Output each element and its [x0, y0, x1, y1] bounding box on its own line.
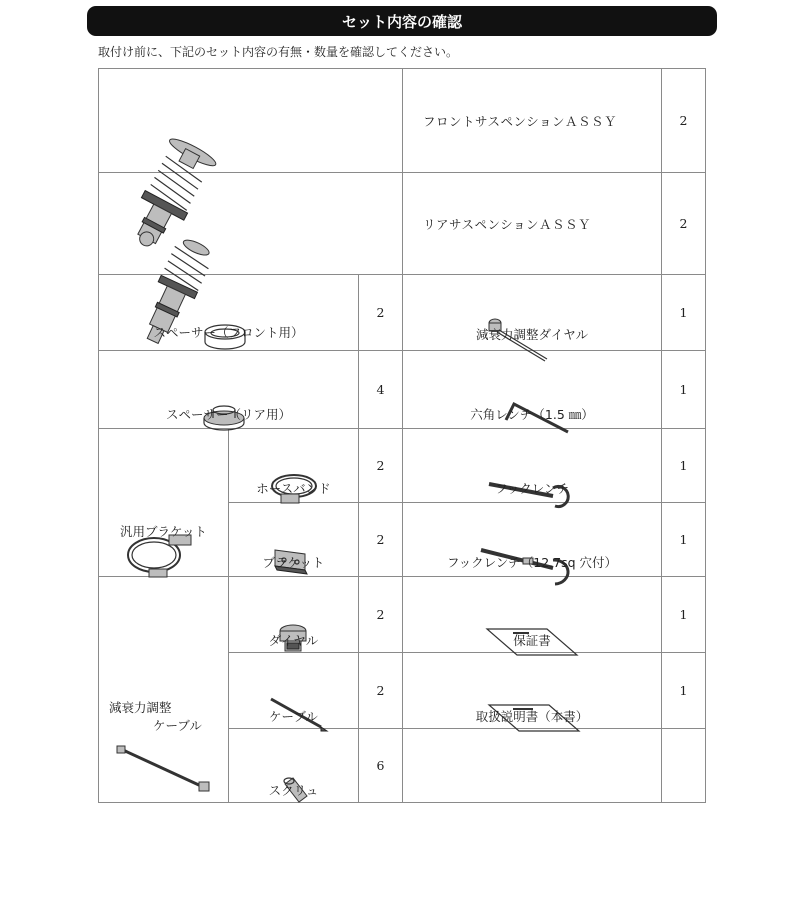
hook-wrench-qty: 1	[662, 429, 706, 503]
hex-wrench-qty: 1	[662, 351, 706, 429]
screw-qty: 6	[359, 729, 403, 803]
warranty-cell	[403, 577, 662, 653]
table-row	[99, 173, 706, 275]
spacer-rear-name: スペーサー（リア用）	[165, 407, 291, 422]
damping-dial-qty: 1	[662, 275, 706, 351]
warranty-name: 保証書	[513, 633, 551, 648]
warranty-qty: 1	[662, 577, 706, 653]
spacer-rear-cell	[99, 351, 359, 429]
table-row	[99, 351, 706, 429]
front-assy-image-cell	[99, 69, 403, 173]
bracket-qty: 2	[359, 503, 403, 577]
manual-qty: 1	[662, 653, 706, 729]
rear-assy-qty: 2	[662, 173, 706, 275]
hook-wrench-cell	[403, 429, 662, 503]
rear-assy-name: リアサスペンションＡＳＳＹ	[403, 173, 662, 275]
screw-name: スクリュ	[268, 783, 319, 798]
damping-dial-name: 減衰力調整ダイヤル	[475, 327, 589, 342]
table-row	[99, 429, 706, 503]
damping-dial-cell	[403, 275, 662, 351]
table-row	[99, 275, 706, 351]
spacer-rear-qty: 4	[359, 351, 403, 429]
dial-name: ダイヤル	[268, 633, 319, 648]
hex-wrench-name: 六角レンチ（1.5 ㎜）	[470, 407, 594, 422]
empty-cell	[662, 729, 706, 803]
cable-qty: 2	[359, 653, 403, 729]
spacer-front-cell	[99, 275, 359, 351]
front-assy-name: フロントサスペンションＡＳＳＹ	[403, 69, 662, 173]
cable-name: ケーブル	[269, 709, 318, 724]
instruction-text: 取付け前に、下記のセット内容の有無・数量を確認してください。	[98, 45, 459, 59]
section-title: セット内容の確認	[341, 12, 462, 31]
table-row	[99, 69, 706, 173]
universal-bracket-cell	[99, 429, 229, 577]
dial-cell	[229, 577, 359, 653]
screw-cell	[229, 729, 359, 803]
front-assy-qty: 2	[662, 69, 706, 173]
contents-table	[98, 68, 706, 803]
bracket-name: ブラケット	[262, 555, 325, 570]
hose-band-qty: 2	[359, 429, 403, 503]
hook-wrench-hole-cell	[403, 503, 662, 577]
hose-band-name: ホースバンド	[256, 481, 331, 496]
bracket-cell	[229, 503, 359, 577]
manual-illustration	[403, 691, 662, 767]
damping-cable-name-line2: ケーブル	[153, 718, 202, 733]
damping-cable-name-line1: 減衰力調整	[109, 700, 172, 715]
cable-cell	[229, 653, 359, 729]
section-title-banner	[87, 6, 717, 36]
hook-wrench-hole-qty: 1	[662, 503, 706, 577]
hose-band-cell	[229, 429, 359, 503]
spacer-front-qty: 2	[359, 275, 403, 351]
spacer-front-name: スペーサー（フロント用）	[153, 325, 304, 340]
hook-wrench-hole-name: フックレンチ（12.7sq 穴付）	[446, 555, 618, 570]
manual-cell	[403, 653, 662, 729]
damping-cable-cell	[99, 577, 229, 803]
universal-bracket-name: 汎用ブラケット	[120, 524, 207, 539]
table-row	[99, 577, 706, 653]
rear-assy-image-cell	[99, 173, 403, 275]
hex-wrench-cell	[403, 351, 662, 429]
manual-name: 取扱説明書（本書）	[475, 709, 589, 724]
hook-wrench-name: フックレンチ	[495, 481, 569, 496]
dial-qty: 2	[359, 577, 403, 653]
